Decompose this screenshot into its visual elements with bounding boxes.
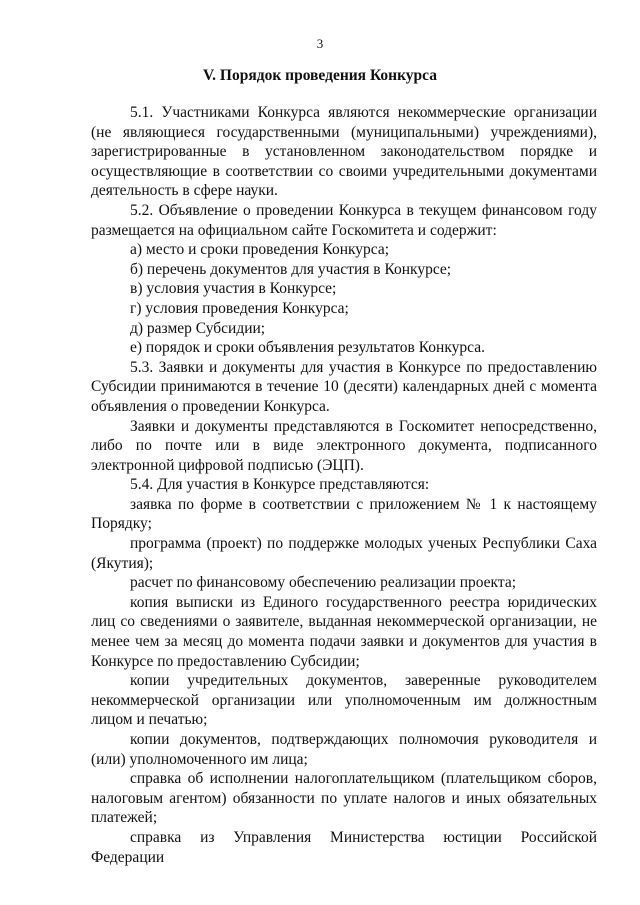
list-item-v: в) условия участия в Конкурсе; [130,280,337,298]
paragraph-5-2: 5.2. Объявление о проведении Конкурса в текущем финансовом году размещается на официальном сайте Госкомитета и содержит: [91,201,597,239]
required-doc-justice-certificate: справка из Управления Министерства юстиции Российской Федерации [91,828,597,866]
required-doc-program: программа (проект) по поддержке молодых ученых Республики Саха (Якутия); [91,535,597,572]
paragraph-5-3: 5.3. Заявки и документы для участия в Конкурсе по предоставлению Субсидии принимаются в течение 10 (десяти) календарных дней с момента объявления о проведении Конкурса. [91,358,597,415]
list-item-a: а) место и сроки проведения Конкурса; [130,241,390,259]
list-item-e: е) порядок и сроки объявления результатов Конкурса. [130,339,485,357]
required-doc-authority-copies: копии документов, подтверждающих полномочия руководителя и (или) уполномоченного им лица; [91,731,597,768]
paragraph-5-1: 5.1. Участниками Конкурса являются некоммерческие организации (не являющиеся государственными (муниципальными) учреждениями), зарегистрированные в установленном законодательством порядке и осуществляющие в соответствии со своими учредительными документами деятельность в сфере науки. [91,104,597,200]
required-doc-tax-certificate: справка об исполнении налогоплательщиком (плательщиком сборов, налоговым агентом) обязанности по уплате налогов и иных обязательных платежей; [91,770,597,827]
list-item-g: г) условия проведения Конкурса; [130,299,349,317]
section-title: V. Порядок проведения Конкурса [202,67,437,84]
required-doc-budget: расчет по финансовому обеспечению реализации проекта; [130,574,517,592]
page-number: 3 [316,36,324,51]
document-body [91,103,597,867]
list-item-b: б) перечень документов для участия в Конкурсе; [130,260,452,278]
required-doc-registry-extract: копия выписки из Единого государственного реестра юридических лиц со сведениями о заявителе, выданная некоммерческой организации, не менее чем за месяц до момента подачи заявки и документов для участия в Конкурсе по предоставлению Субсидии; [91,593,597,670]
list-item-d: д) размер Субсидии; [130,319,266,337]
required-doc-charter-copies: копии учредительных документов, заверенные руководителем некоммерческой организации или уполномоченным им должностным лицом и печатью; [91,672,597,729]
paragraph-submission: Заявки и документы представляются в Госкомитет непосредственно, либо по почте или в виде электронного документа, подписанного электронной цифровой подписью (ЭЦП). [91,417,597,474]
required-doc-application: заявка по форме в соответствии с приложением № 1 к настоящему Порядку; [91,495,597,533]
paragraph-5-4: 5.4. Для участия в Конкурсе представляются: [130,476,430,494]
